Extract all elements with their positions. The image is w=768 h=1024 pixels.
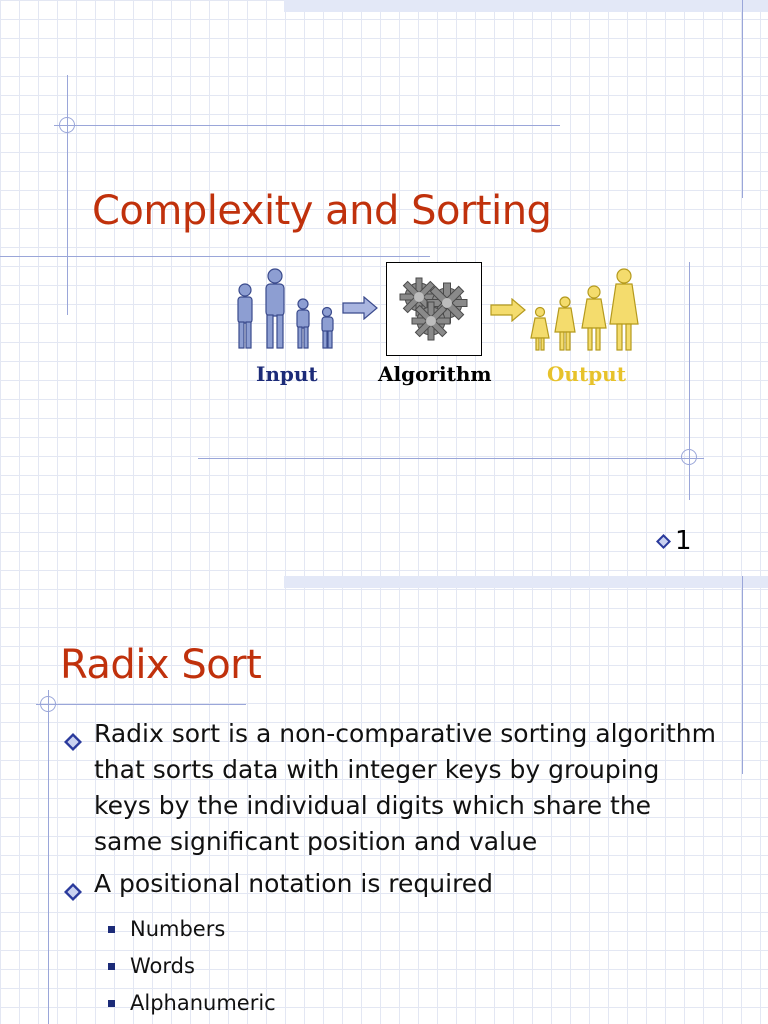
page-number-text: 1 [675,526,692,556]
square-bullet-icon [108,926,115,933]
square-bullet-icon [108,963,115,970]
diamond-bullet-icon [64,716,94,761]
sub-bullet-item [64,985,724,1022]
bullet-item [64,866,724,911]
right-vertical-rule [742,0,743,198]
sub-bullet-text: Alphanumeric [130,991,276,1015]
registration-mark [59,117,75,133]
top-accent-band [284,576,768,588]
bullet-list [64,716,724,1022]
gears-icon [387,263,481,355]
registration-mark [40,696,56,712]
arrow-right-icon [490,298,526,322]
bullet-text: A positional notation is required [94,869,494,898]
left-vertical-rule [67,75,68,315]
left-vertical-rule [48,690,49,1024]
right-vertical-rule [742,576,743,774]
lower-horizontal-rule [198,458,704,459]
square-bullet-icon [108,1000,115,1007]
bullet-text: Radix sort is a non-comparative sorting algorithm that sorts data with integer keys by grouping keys by the individual digits which share the same significant position and value [94,719,716,856]
arrow-right-icon [342,296,378,320]
output-caption: Output [547,362,626,386]
input-people-icon [230,264,340,356]
top-accent-band [284,0,768,12]
input-caption: Input [256,362,318,386]
registration-mark [681,449,697,465]
output-people-icon [528,266,640,354]
section-title: Radix Sort [60,642,262,688]
sub-bullet-item [64,948,724,985]
sub-bullet-text: Numbers [130,917,226,941]
algorithm-box [386,262,482,356]
diamond-bullet-icon [64,866,94,911]
upper-horizontal-rule [54,125,560,126]
algorithm-caption: Algorithm [378,362,492,386]
slide-title: Complexity and Sorting [92,188,552,234]
title-underline-rule [36,704,246,705]
bullet-item [64,716,724,860]
diamond-bullet-icon [656,534,671,549]
title-underline-rule [0,256,430,257]
page-number [656,526,692,556]
sub-bullet-text: Words [130,954,195,978]
sub-bullet-item [64,911,724,948]
